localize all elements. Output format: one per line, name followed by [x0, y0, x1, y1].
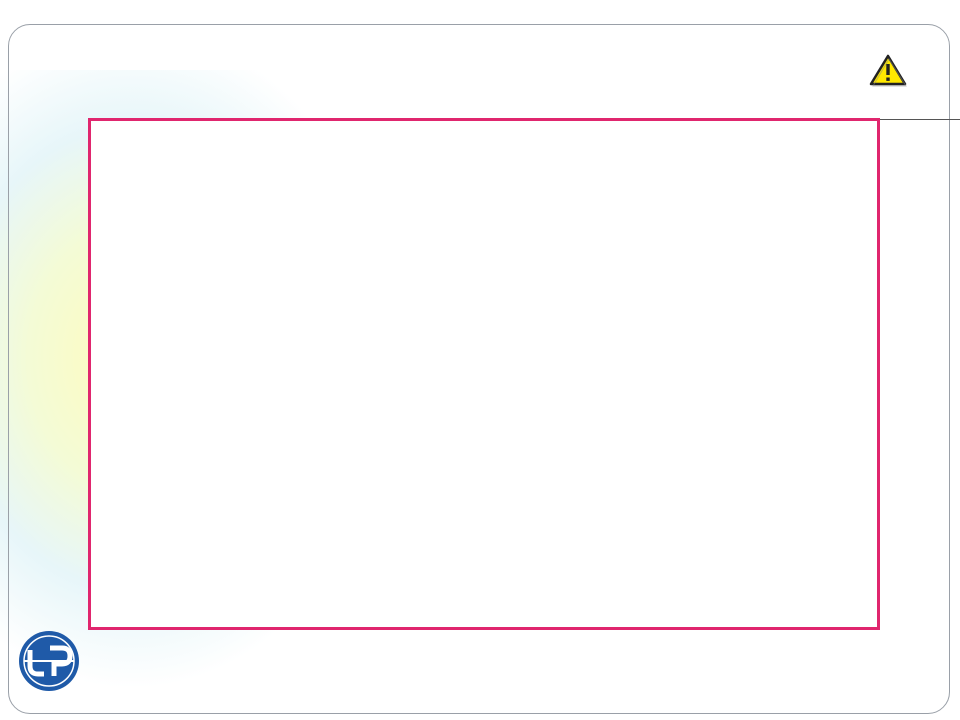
- warning-icon[interactable]: [869, 53, 907, 87]
- steps-box: [88, 118, 880, 630]
- university-logo-icon: [18, 630, 80, 692]
- title-rule: [880, 119, 960, 120]
